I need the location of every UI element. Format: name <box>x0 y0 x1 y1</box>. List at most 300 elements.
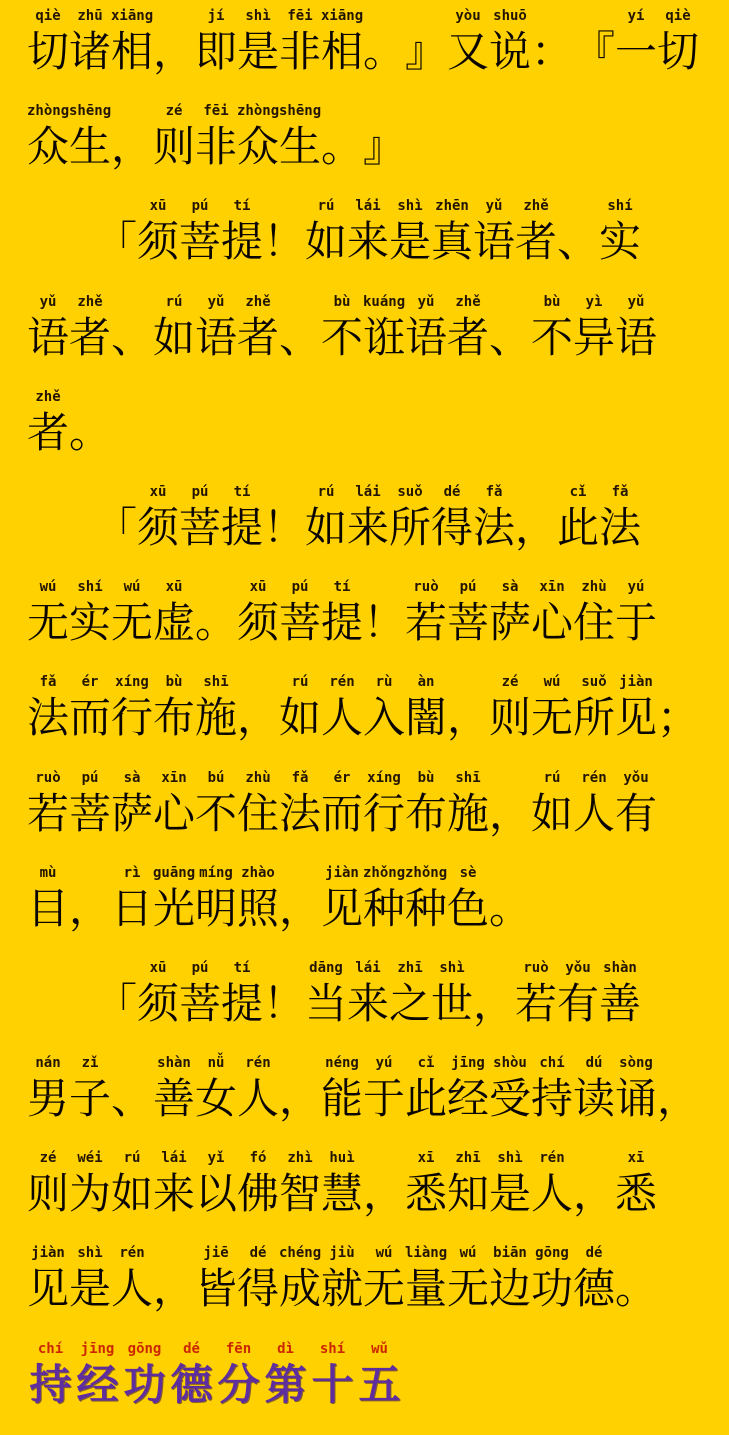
pinyin-label <box>263 482 305 503</box>
pinyin-label <box>153 1243 195 1264</box>
pinyin-label: xū <box>149 483 167 500</box>
char-cell <box>111 1148 153 1219</box>
char-cell <box>179 196 221 267</box>
hanzi-char: 种 <box>405 883 448 933</box>
char-cell <box>237 1053 279 1124</box>
pinyin-label: xiāng <box>321 8 364 24</box>
hanzi-char: ； <box>657 693 700 743</box>
hanzi-char: 、 <box>557 217 600 267</box>
hanzi-char: 慧 <box>321 1169 364 1219</box>
hanzi-char: 此 <box>557 502 600 552</box>
pinyin-label <box>279 863 321 884</box>
char-cell <box>489 1148 531 1219</box>
char-cell <box>389 958 431 1029</box>
char-cell <box>215 1339 262 1410</box>
hanzi-char: 子 <box>69 1074 112 1124</box>
char-cell <box>237 292 279 363</box>
char-cell <box>179 958 221 1029</box>
hanzi-char: 之 <box>389 978 432 1028</box>
hanzi-char: 有 <box>615 788 658 838</box>
pinyin-label: pú <box>191 198 209 215</box>
pinyin-label: shēng <box>279 103 322 120</box>
pinyin-label: zǐ <box>81 1055 99 1072</box>
char-cell <box>389 196 431 267</box>
pinyin-label <box>95 482 137 503</box>
pinyin-label: rén <box>581 769 607 786</box>
char-cell <box>405 768 447 839</box>
hanzi-char: 。 <box>195 598 238 648</box>
pinyin-label <box>489 768 531 789</box>
hanzi-char: 如 <box>531 788 574 838</box>
char-cell <box>321 101 363 172</box>
hanzi-char: ， <box>279 883 322 933</box>
hanzi-char: 见 <box>27 1264 70 1314</box>
hanzi-char: ！ <box>263 217 306 267</box>
hanzi-char: 须 <box>137 217 180 267</box>
pinyin-label: zhě <box>35 388 61 405</box>
char-cell <box>321 577 363 648</box>
pinyin-label: fēi <box>287 8 313 24</box>
char-cell <box>531 1243 573 1314</box>
pinyin-label <box>447 672 489 693</box>
pinyin-label: nán <box>35 1055 61 1072</box>
char-cell <box>599 196 641 267</box>
char-cell <box>615 1243 657 1314</box>
hanzi-char: 生 <box>279 122 322 172</box>
char-cell <box>447 6 489 77</box>
char-cell <box>363 6 405 77</box>
char-cell <box>279 863 321 934</box>
char-cell <box>447 672 489 743</box>
char-cell <box>111 6 153 77</box>
hanzi-char: 五 <box>358 1359 401 1409</box>
hanzi-char: 佛 <box>237 1169 280 1219</box>
char-cell <box>111 1243 153 1314</box>
char-cell <box>515 482 557 553</box>
pinyin-label: jiē <box>203 1245 229 1262</box>
pinyin-label: shì <box>397 198 423 215</box>
section-title-line <box>27 1339 729 1434</box>
pinyin-label: yǔ <box>207 293 225 310</box>
pinyin-label: fó <box>249 1150 267 1167</box>
hanzi-char: 又 <box>447 27 490 76</box>
hanzi-char: 菩 <box>179 978 222 1028</box>
hanzi-char: 者 <box>515 217 558 267</box>
hanzi-char: 萨 <box>489 598 532 648</box>
hanzi-char: ！ <box>363 598 406 648</box>
char-cell <box>279 101 321 172</box>
hanzi-char: 是 <box>237 27 280 76</box>
char-cell <box>69 292 111 363</box>
char-cell <box>473 482 515 553</box>
pinyin-label: xū <box>149 959 167 976</box>
hanzi-char: 施 <box>195 693 238 743</box>
sutra-line-12 <box>27 1053 729 1148</box>
hanzi-char: 经 <box>76 1359 119 1409</box>
char-cell <box>531 292 573 363</box>
char-cell <box>305 482 347 553</box>
hanzi-char: 目 <box>27 883 70 933</box>
hanzi-char: 女 <box>195 1074 238 1124</box>
pinyin-label: xīn <box>539 579 565 596</box>
pinyin-label <box>321 101 363 122</box>
pinyin-label: ér <box>81 674 99 691</box>
char-cell <box>531 1148 573 1219</box>
pinyin-label: cǐ <box>417 1055 435 1072</box>
char-cell <box>305 196 347 267</box>
pinyin-label: xíng <box>115 674 149 691</box>
char-cell <box>263 482 305 553</box>
hanzi-char: 德 <box>170 1359 213 1409</box>
hanzi-char: 住 <box>237 788 280 838</box>
char-cell <box>447 1243 489 1314</box>
char-cell <box>447 292 489 363</box>
hanzi-char: 法 <box>279 788 322 838</box>
char-cell <box>27 292 69 363</box>
pinyin-label: pú <box>191 959 209 976</box>
char-cell <box>405 1053 447 1124</box>
pinyin-label <box>95 958 137 979</box>
char-cell <box>237 672 279 743</box>
char-cell <box>573 672 615 743</box>
char-cell <box>431 196 473 267</box>
char-cell <box>473 958 515 1029</box>
pinyin-label: pú <box>191 483 209 500</box>
pinyin-label: ruò <box>523 959 549 976</box>
pinyin-label <box>237 672 279 693</box>
pinyin-label: zhī <box>455 1150 481 1167</box>
pinyin-label: zhě <box>523 198 549 215</box>
char-cell <box>237 1148 279 1219</box>
sutra-line-4 <box>27 292 729 387</box>
pinyin-label <box>363 101 405 122</box>
hanzi-char: 是 <box>489 1169 532 1219</box>
hanzi-char: ， <box>447 693 490 743</box>
hanzi-char: 不 <box>531 312 574 362</box>
char-cell <box>557 482 599 553</box>
hanzi-char: 』 <box>405 27 448 76</box>
pinyin-label: wéi <box>77 1150 103 1167</box>
pinyin-label: bù <box>333 293 351 310</box>
char-cell <box>489 1243 531 1314</box>
pinyin-label: xiāng <box>111 8 154 24</box>
hanzi-char: 『 <box>573 27 616 76</box>
pinyin-label: rén <box>245 1055 271 1072</box>
pinyin-label: rú <box>123 1150 141 1167</box>
char-cell <box>279 672 321 743</box>
char-cell <box>431 958 473 1029</box>
char-cell <box>321 6 363 77</box>
hanzi-char: 无 <box>111 598 154 648</box>
hanzi-char: 来 <box>347 502 390 552</box>
hanzi-char: 功 <box>531 1264 574 1314</box>
hanzi-char: 量 <box>405 1264 448 1314</box>
char-cell <box>615 768 657 839</box>
char-cell <box>69 387 111 458</box>
hanzi-char: 善 <box>599 978 642 1028</box>
pinyin-label: yǔ <box>485 198 503 215</box>
pinyin-label: shí <box>319 1340 346 1357</box>
char-cell <box>405 1148 447 1219</box>
char-cell <box>237 6 279 77</box>
char-cell <box>153 1053 195 1124</box>
hanzi-char: 所 <box>389 502 432 552</box>
pinyin-label: xīn <box>161 769 187 786</box>
char-cell <box>153 672 195 743</box>
pinyin-label: dú <box>585 1055 603 1072</box>
char-cell <box>27 577 69 648</box>
hanzi-char: ， <box>657 1074 700 1124</box>
char-cell <box>321 863 363 934</box>
pinyin-label: yú <box>375 1055 393 1072</box>
pinyin-label: rú <box>291 674 309 691</box>
pinyin-label: míng <box>199 864 233 881</box>
hanzi-char: 语 <box>473 217 516 267</box>
char-cell <box>69 672 111 743</box>
char-cell <box>153 768 195 839</box>
hanzi-char: 语 <box>195 312 238 362</box>
char-cell <box>69 863 111 934</box>
pinyin-label: ruò <box>35 769 61 786</box>
pinyin-label <box>405 6 447 27</box>
char-cell <box>309 1339 356 1410</box>
pinyin-label: dé <box>585 1245 603 1262</box>
pinyin-label <box>195 577 237 598</box>
char-cell <box>447 863 489 934</box>
hanzi-char: 实 <box>599 217 642 267</box>
hanzi-char: 。 <box>615 1264 658 1314</box>
pinyin-label: suǒ <box>581 674 607 691</box>
hanzi-char: 诵 <box>615 1074 658 1124</box>
pinyin-label: xū <box>165 579 183 596</box>
pinyin-label: rú <box>317 198 335 215</box>
hanzi-char: 德 <box>573 1264 616 1314</box>
pinyin-label: xū <box>149 198 167 215</box>
char-cell <box>153 292 195 363</box>
pinyin-label: àn <box>417 674 435 691</box>
pinyin-label: rén <box>329 674 355 691</box>
hanzi-char: 异 <box>573 312 616 362</box>
hanzi-char: ： <box>531 27 574 76</box>
pinyin-label: zhě <box>455 293 481 310</box>
char-cell <box>221 482 263 553</box>
pinyin-label: zhù <box>581 579 607 596</box>
hanzi-char: 语 <box>27 312 70 362</box>
char-cell <box>221 196 263 267</box>
pinyin-label: zhì <box>287 1150 313 1167</box>
pinyin-label <box>95 196 137 217</box>
hanzi-char: 布 <box>153 693 196 743</box>
char-cell <box>221 958 263 1029</box>
hanzi-char: 则 <box>27 1169 70 1219</box>
char-cell <box>95 482 137 553</box>
char-cell <box>347 196 389 267</box>
char-cell <box>531 768 573 839</box>
hanzi-char: 法 <box>473 502 516 552</box>
pinyin-label: shēng <box>69 103 112 120</box>
pinyin-label: gōng <box>535 1245 569 1262</box>
hanzi-char: 分 <box>217 1359 260 1409</box>
sutra-line-2 <box>27 101 729 196</box>
pinyin-label: jīng <box>451 1055 485 1072</box>
sutra-line-9 <box>27 768 729 863</box>
char-cell <box>305 958 347 1029</box>
pinyin-label: liàng <box>405 1245 448 1262</box>
hanzi-char: 无 <box>447 1264 490 1314</box>
hanzi-char: 心 <box>153 788 196 838</box>
pinyin-label: jiù <box>329 1245 355 1262</box>
char-cell <box>69 577 111 648</box>
char-cell <box>195 1243 237 1314</box>
char-cell <box>195 101 237 172</box>
char-cell <box>363 1243 405 1314</box>
hanzi-char: ， <box>153 1264 196 1314</box>
char-cell <box>599 482 641 553</box>
char-cell <box>321 1148 363 1219</box>
hanzi-char: 虚 <box>153 598 196 648</box>
hanzi-char: 、 <box>279 312 322 362</box>
char-cell <box>153 1243 195 1314</box>
pinyin-label: rú <box>543 769 561 786</box>
pinyin-label: yí <box>627 8 645 24</box>
pinyin-label: sòng <box>619 1055 653 1072</box>
char-cell <box>389 482 431 553</box>
hanzi-char: 语 <box>405 312 448 362</box>
char-cell <box>531 6 573 77</box>
char-cell <box>111 577 153 648</box>
hanzi-char: 如 <box>305 217 348 267</box>
hanzi-char: 入 <box>363 693 406 743</box>
char-cell <box>405 577 447 648</box>
pinyin-label <box>279 292 321 313</box>
pinyin-label: fǎ <box>39 674 57 691</box>
hanzi-char: 提 <box>221 217 264 267</box>
hanzi-char: 闇 <box>405 693 448 743</box>
pinyin-label: tí <box>233 959 251 976</box>
sutra-line-3 <box>95 196 729 291</box>
char-cell <box>657 6 699 77</box>
char-cell <box>489 863 531 934</box>
pinyin-label: wú <box>459 1245 477 1262</box>
char-cell <box>27 6 69 77</box>
hanzi-char: 色 <box>447 883 490 933</box>
pinyin-label: wú <box>543 674 561 691</box>
hanzi-char: 切 <box>657 27 700 76</box>
hanzi-char: 相 <box>111 27 154 76</box>
char-cell <box>347 958 389 1029</box>
hanzi-char: 诳 <box>363 312 406 362</box>
hanzi-char: 智 <box>279 1169 322 1219</box>
char-cell <box>431 482 473 553</box>
hanzi-char: 人 <box>237 1074 280 1124</box>
char-cell <box>473 196 515 267</box>
hanzi-char: 来 <box>153 1169 196 1219</box>
pinyin-label: fēn <box>225 1340 252 1357</box>
char-cell <box>531 672 573 743</box>
char-cell <box>237 1243 279 1314</box>
pinyin-label: zhū <box>77 8 103 24</box>
pinyin-label <box>111 292 153 313</box>
char-cell <box>321 292 363 363</box>
pinyin-label <box>69 387 111 408</box>
pinyin-label: fēi <box>203 103 229 120</box>
char-cell <box>279 6 321 77</box>
hanzi-char: 实 <box>69 598 112 648</box>
pinyin-label <box>363 1148 405 1169</box>
hanzi-char: 持 <box>29 1359 72 1409</box>
pinyin-label: lái <box>355 483 381 500</box>
pinyin-label: biān <box>493 1245 527 1262</box>
char-cell <box>489 6 531 77</box>
hanzi-char: 以 <box>195 1169 238 1219</box>
sutra-line-8 <box>27 672 729 767</box>
char-cell <box>168 1339 215 1410</box>
pinyin-label: yòu <box>455 8 481 24</box>
hanzi-char: 。 <box>489 883 532 933</box>
hanzi-char: ， <box>489 788 532 838</box>
pinyin-label: shí <box>77 579 103 596</box>
sutra-line-7 <box>27 577 729 672</box>
pinyin-label: suǒ <box>397 483 423 500</box>
char-cell <box>363 672 405 743</box>
hanzi-char: ！ <box>263 978 306 1028</box>
hanzi-char: ， <box>363 1169 406 1219</box>
hanzi-char: 菩 <box>447 598 490 648</box>
hanzi-char: 若 <box>515 978 558 1028</box>
char-cell <box>27 863 69 934</box>
hanzi-char: ， <box>573 1169 616 1219</box>
hanzi-char: 照 <box>237 883 280 933</box>
pinyin-label: jí <box>207 8 225 24</box>
pinyin-label <box>363 6 405 27</box>
char-cell <box>195 672 237 743</box>
hanzi-char: 行 <box>111 693 154 743</box>
char-cell <box>111 672 153 743</box>
pinyin-label: sè <box>459 864 477 881</box>
pinyin-label: dé <box>183 1340 200 1357</box>
pinyin-label: bù <box>543 293 561 310</box>
pinyin-label: shí <box>607 198 633 215</box>
char-cell <box>95 958 137 1029</box>
hanzi-char: 人 <box>573 788 616 838</box>
char-cell <box>347 482 389 553</box>
hanzi-char: 布 <box>405 788 448 838</box>
hanzi-char: 所 <box>573 693 616 743</box>
pinyin-label: lái <box>161 1150 187 1167</box>
char-cell <box>237 863 279 934</box>
hanzi-char: 萨 <box>111 788 154 838</box>
char-cell <box>279 1243 321 1314</box>
pinyin-label: qiè <box>35 8 61 24</box>
pinyin-label: nǚ <box>207 1055 225 1072</box>
char-cell <box>111 101 153 172</box>
char-cell <box>615 6 657 77</box>
hanzi-char: ！ <box>263 502 306 552</box>
char-cell <box>195 1148 237 1219</box>
char-cell <box>262 1339 309 1410</box>
pinyin-label <box>573 6 615 27</box>
pinyin-label: xī <box>417 1150 435 1167</box>
hanzi-char: 者 <box>69 312 112 362</box>
char-cell <box>69 1243 111 1314</box>
sutra-line-6 <box>95 482 729 577</box>
hanzi-char: 须 <box>237 598 280 648</box>
char-cell <box>405 672 447 743</box>
pinyin-label: zé <box>501 674 519 691</box>
sutra-line-1 <box>27 6 729 101</box>
hanzi-char: 、 <box>489 312 532 362</box>
pinyin-label: yǔ <box>417 293 435 310</box>
